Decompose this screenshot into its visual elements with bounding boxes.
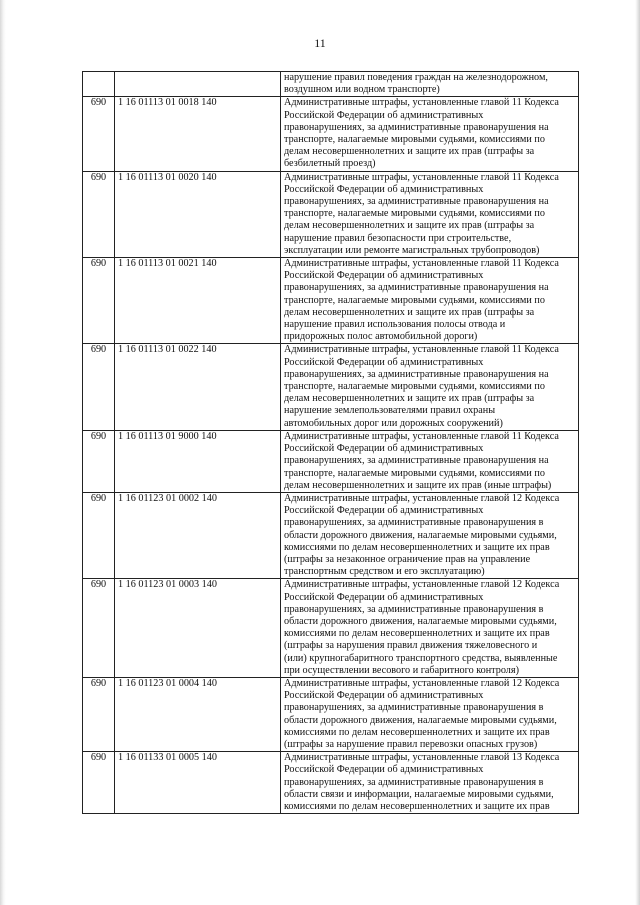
description-line: эксплуатации или ремонте магистральных трубопроводов) (284, 244, 540, 256)
budget-classification-code-cell: 1 16 01123 01 0003 140 (115, 579, 281, 678)
budget-classification-code-cell: 1 16 01113 01 0020 140 (115, 171, 281, 257)
budget-code-table (82, 71, 579, 814)
revenue-description-cell (281, 171, 579, 257)
revenue-description-cell (281, 258, 579, 344)
admin-code-cell: 690 (83, 752, 115, 814)
description-line: (штрафы за нарушение правил перевозки опасных грузов) (284, 738, 538, 750)
table-row (83, 171, 579, 257)
description-line: нарушение землепользователями правил охраны (284, 405, 496, 417)
description-line: делам несовершеннолетних и защите их прав (штрафы за (284, 146, 535, 158)
description-line: области дорожного движения, налагаемые мировыми судьями, (284, 529, 557, 541)
description-line: (штрафы за нарушения правил движения тяжеловесного и (284, 640, 538, 652)
admin-code-cell: 690 (83, 677, 115, 751)
description-line: нарушение правил использования полосы отвода и (284, 319, 506, 331)
description-line: правонарушениях, за административные правонарушения в (284, 702, 544, 714)
revenue-description-cell (281, 492, 579, 578)
table-row (83, 492, 579, 578)
description-line: комиссиями по делам несовершеннолетних и защите их прав (284, 628, 550, 640)
budget-classification-code-cell: 1 16 01113 01 9000 140 (115, 430, 281, 492)
description-line: транспорте, налагаемые мировыми судьями, комиссиями по (284, 208, 545, 220)
admin-code-cell: 690 (83, 344, 115, 430)
admin-code-cell: 690 (83, 430, 115, 492)
table-row (83, 97, 579, 171)
budget-classification-code-cell: 1 16 01113 01 0018 140 (115, 97, 281, 171)
description-line: правонарушениях, за административные правонарушения в (284, 517, 544, 529)
scan-edge-right (635, 0, 640, 905)
description-line: транспорте, налагаемые мировыми судьями, комиссиями по (284, 467, 545, 479)
budget-classification-code-cell: 1 16 01113 01 0021 140 (115, 258, 281, 344)
budget-classification-code-cell: 1 16 01113 01 0022 140 (115, 344, 281, 430)
budget-classification-code-cell: 1 16 01133 01 0005 140 (115, 752, 281, 814)
description-line: области дорожного движения, налагаемые мировыми судьями, (284, 714, 557, 726)
description-line: Российской Федерации об административных (284, 443, 484, 455)
admin-code-cell: 690 (83, 579, 115, 678)
description-line: Административные штрафы, установленные главой 11 Кодекса (284, 430, 559, 442)
table-row (83, 430, 579, 492)
description-line: делам несовершеннолетних и защите их прав (штрафы за (284, 306, 535, 318)
table-row (83, 579, 579, 678)
description-line: делам несовершеннолетних и защите их прав (штрафы за (284, 393, 535, 405)
admin-code-cell: 690 (83, 258, 115, 344)
table-body (83, 72, 579, 814)
description-line: правонарушениях, за административные правонарушения на (284, 455, 549, 467)
revenue-description-cell (281, 430, 579, 492)
admin-code-cell (83, 72, 115, 97)
description-line: (или) крупногабаритного транспортного средства, выявленные (284, 652, 558, 664)
description-line: правонарушениях, за административные правонарушения на (284, 282, 549, 294)
description-line: Административные штрафы, установленные главой 12 Кодекса (284, 492, 560, 504)
description-line: безбилетный проезд) (284, 158, 376, 170)
description-line: правонарушениях, за административные правонарушения в (284, 603, 544, 615)
description-line: Административные штрафы, установленные главой 11 Кодекса (284, 258, 559, 270)
description-line: нарушение правил безопасности при строительстве, (284, 232, 512, 244)
description-line: делам несовершеннолетних и защите их прав (иные штрафы) (284, 479, 552, 491)
table-row (83, 72, 579, 97)
description-line: придорожных полос автомобильной дороги) (284, 331, 478, 343)
description-line: правонарушениях, за административные правонарушения в (284, 776, 544, 788)
table-row (83, 752, 579, 814)
admin-code-cell: 690 (83, 171, 115, 257)
description-line: транспорте, налагаемые мировыми судьями, комиссиями по (284, 134, 545, 146)
description-line: (штрафы за незаконное ограничение прав на управление (284, 553, 531, 565)
description-line: комиссиями по делам несовершеннолетних и защите их прав (284, 726, 550, 738)
revenue-description-cell (281, 97, 579, 171)
description-line: транспорте, налагаемые мировыми судьями, комиссиями по (284, 294, 545, 306)
description-line: автомобильных дорог или дорожных сооружений) (284, 417, 503, 429)
scan-edge-left (0, 0, 6, 905)
budget-classification-code-cell: 1 16 01123 01 0004 140 (115, 677, 281, 751)
description-line: правонарушениях, за административные правонарушения на (284, 196, 549, 208)
description-line: Российской Федерации об административных (284, 270, 484, 282)
description-line: Российской Федерации об административных (284, 505, 484, 517)
page-number: 11 (314, 36, 326, 50)
description-line: области связи и информации, налагаемые мировыми судьями, (284, 788, 554, 800)
description-line: комиссиями по делам несовершеннолетних и защите их прав (284, 541, 550, 553)
description-line: транспортным средством и его эксплуатацию) (284, 566, 485, 578)
admin-code-cell: 690 (83, 492, 115, 578)
revenue-description-cell (281, 579, 579, 678)
table-row (83, 258, 579, 344)
description-line: области дорожного движения, налагаемые мировыми судьями, (284, 615, 557, 627)
table-row (83, 344, 579, 430)
budget-classification-code-cell: 1 16 01123 01 0002 140 (115, 492, 281, 578)
description-line: Административные штрафы, установленные главой 12 Кодекса (284, 579, 560, 591)
description-line: Административные штрафы, установленные главой 12 Кодекса (284, 677, 560, 689)
description-line: Российской Федерации об административных (284, 183, 484, 195)
description-line: Административные штрафы, установленные главой 11 Кодекса (284, 97, 559, 109)
description-line: Российской Федерации об административных (284, 356, 484, 368)
description-line: комиссиями по делам несовершеннолетних и защите их прав (284, 800, 550, 812)
description-line: правонарушениях, за административные правонарушения на (284, 368, 549, 380)
revenue-description-cell (281, 72, 579, 97)
description-line: нарушение правил поведения граждан на железнодорожном, (284, 72, 548, 83)
description-line: правонарушениях, за административные правонарушения на (284, 121, 549, 133)
budget-classification-code-cell (115, 72, 281, 97)
description-line: Административные штрафы, установленные главой 11 Кодекса (284, 344, 559, 356)
revenue-description-cell (281, 344, 579, 430)
description-line: Российской Федерации об административных (284, 109, 484, 121)
description-line: Российской Федерации об административных (284, 591, 484, 603)
table-row (83, 677, 579, 751)
description-line: при осуществлении весового и габаритного контроля) (284, 664, 519, 676)
admin-code-cell: 690 (83, 97, 115, 171)
description-line: Административные штрафы, установленные главой 11 Кодекса (284, 171, 559, 183)
description-line: Административные штрафы, установленные главой 13 Кодекса (284, 752, 560, 764)
description-line: Российской Федерации об административных (284, 764, 484, 776)
description-line: делам несовершеннолетних и защите их прав (штрафы за (284, 220, 535, 232)
revenue-description-cell (281, 752, 579, 814)
description-line: транспорте, налагаемые мировыми судьями, комиссиями по (284, 381, 545, 393)
revenue-description-cell (281, 677, 579, 751)
description-line: Российской Федерации об административных (284, 690, 484, 702)
description-line: воздушном или водном транспорте) (284, 84, 440, 96)
